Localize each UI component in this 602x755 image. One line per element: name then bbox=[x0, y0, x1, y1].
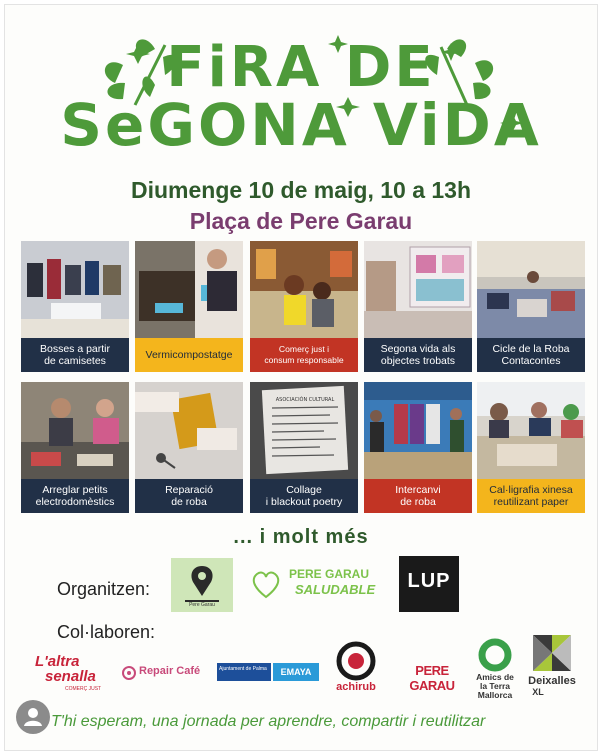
title-line-2: SeGONA ViDA bbox=[60, 91, 542, 159]
event-date: Diumenge 10 de maig, 10 a 13h bbox=[130, 177, 472, 203]
fair-trade-photo bbox=[250, 241, 358, 338]
activity-tile bbox=[21, 241, 129, 372]
heart-icon bbox=[249, 567, 283, 601]
activity-tile bbox=[477, 241, 585, 372]
amics-line-3: Mallorca bbox=[477, 690, 513, 700]
activity-caption: Intercanvi de roba bbox=[364, 479, 472, 513]
lup-logo bbox=[399, 556, 459, 612]
achirub-emblem-icon bbox=[329, 641, 383, 681]
deixalles-text: Deixalles bbox=[528, 675, 576, 687]
palma-emaya-logo bbox=[217, 663, 319, 681]
saludable-line-1: PERE GARAU bbox=[289, 567, 370, 581]
footer-text: T'hi esperam, una jornada per aprendre, compartir i reutilitzar bbox=[51, 713, 486, 730]
activity-grid bbox=[21, 241, 584, 513]
amics-terra-logo bbox=[471, 637, 519, 709]
altra-line-1: L'altra bbox=[35, 653, 80, 670]
activity-caption: Reparació de roba bbox=[135, 479, 243, 513]
clothing-cycle-photo bbox=[477, 241, 585, 338]
fundacio-text: PERE GARAU bbox=[409, 663, 455, 693]
vermicompost-photo bbox=[135, 241, 243, 338]
activity-tile bbox=[364, 382, 472, 513]
gear-icon bbox=[121, 665, 137, 681]
activity-tile bbox=[21, 382, 129, 513]
calligraphy-photo bbox=[477, 382, 585, 479]
deixalles-emblem-icon bbox=[523, 631, 581, 675]
activity-caption: Collage i blackout poetry bbox=[250, 479, 358, 513]
palma-text: Ajuntament de Palma bbox=[217, 663, 271, 681]
activity-caption: Bosses a partir de camisetes bbox=[21, 338, 129, 372]
achirub-text: achirub bbox=[336, 681, 376, 693]
activity-caption: Vermicompostatge bbox=[135, 338, 243, 372]
clothes-swap-photo bbox=[364, 382, 472, 479]
repair-cafe-logo bbox=[121, 663, 213, 685]
title-line-1: FiRA DE bbox=[166, 35, 436, 100]
amics-line-1: Amics de bbox=[476, 672, 514, 682]
organizers-label: Organitzen: bbox=[57, 579, 151, 599]
altra-senalla-logo bbox=[35, 653, 119, 695]
altra-line-2: senalla bbox=[45, 668, 96, 685]
user-icon bbox=[16, 700, 50, 734]
sewing-photo bbox=[135, 382, 243, 479]
activity-tile bbox=[477, 382, 585, 513]
avatar[interactable] bbox=[16, 700, 50, 734]
collaborators-label: Col·laboren: bbox=[57, 622, 156, 642]
poster bbox=[4, 4, 598, 751]
activity-tile bbox=[135, 382, 243, 513]
event-place: Plaça de Pere Garau bbox=[189, 208, 413, 234]
achirub-logo bbox=[329, 641, 383, 697]
saludable-line-2: SALUDABLE bbox=[295, 582, 376, 597]
activity-tile bbox=[135, 241, 243, 372]
pere-garau-saludable-logo bbox=[249, 565, 389, 607]
lup-logo-text: LUP bbox=[407, 570, 451, 592]
ring-icon bbox=[471, 637, 519, 673]
more-text: ... i molt més bbox=[233, 526, 369, 548]
deixalles-logo bbox=[523, 631, 581, 701]
amics-line-2: la Terra bbox=[479, 681, 511, 691]
activity-caption: Cicle de la Roba Contacontes bbox=[477, 338, 585, 372]
repair-cafe-text: Repair Café bbox=[139, 665, 201, 677]
pere-garau-logo bbox=[171, 558, 233, 612]
activity-caption: Comerç just i consum responsable bbox=[250, 338, 358, 372]
activity-caption: Arreglar petits electrodomèstics bbox=[21, 479, 129, 513]
altra-sub: COMERÇ JUST bbox=[65, 686, 102, 692]
activity-tile bbox=[364, 241, 472, 372]
tshirt-bags-photo bbox=[21, 241, 129, 338]
activity-tile bbox=[250, 241, 358, 372]
collage-poetry-photo bbox=[250, 382, 358, 479]
pere-garau-logo-text: Pere Garau bbox=[189, 602, 215, 608]
activity-caption: Segona vida als objectes trobats bbox=[364, 338, 472, 372]
collage-sheet-title: ASOCIACIÓN CULTURAL bbox=[275, 397, 335, 403]
deixalles-sub: XL bbox=[532, 687, 544, 697]
activity-caption: Cal·ligrafia xinesa reutilizant paper bbox=[477, 479, 585, 513]
activity-tile bbox=[250, 382, 358, 513]
fundacio-logo bbox=[397, 657, 467, 693]
repair-appliances-photo bbox=[21, 382, 129, 479]
found-objects-photo bbox=[364, 241, 472, 338]
emaya-text: EMAYA bbox=[273, 663, 319, 681]
